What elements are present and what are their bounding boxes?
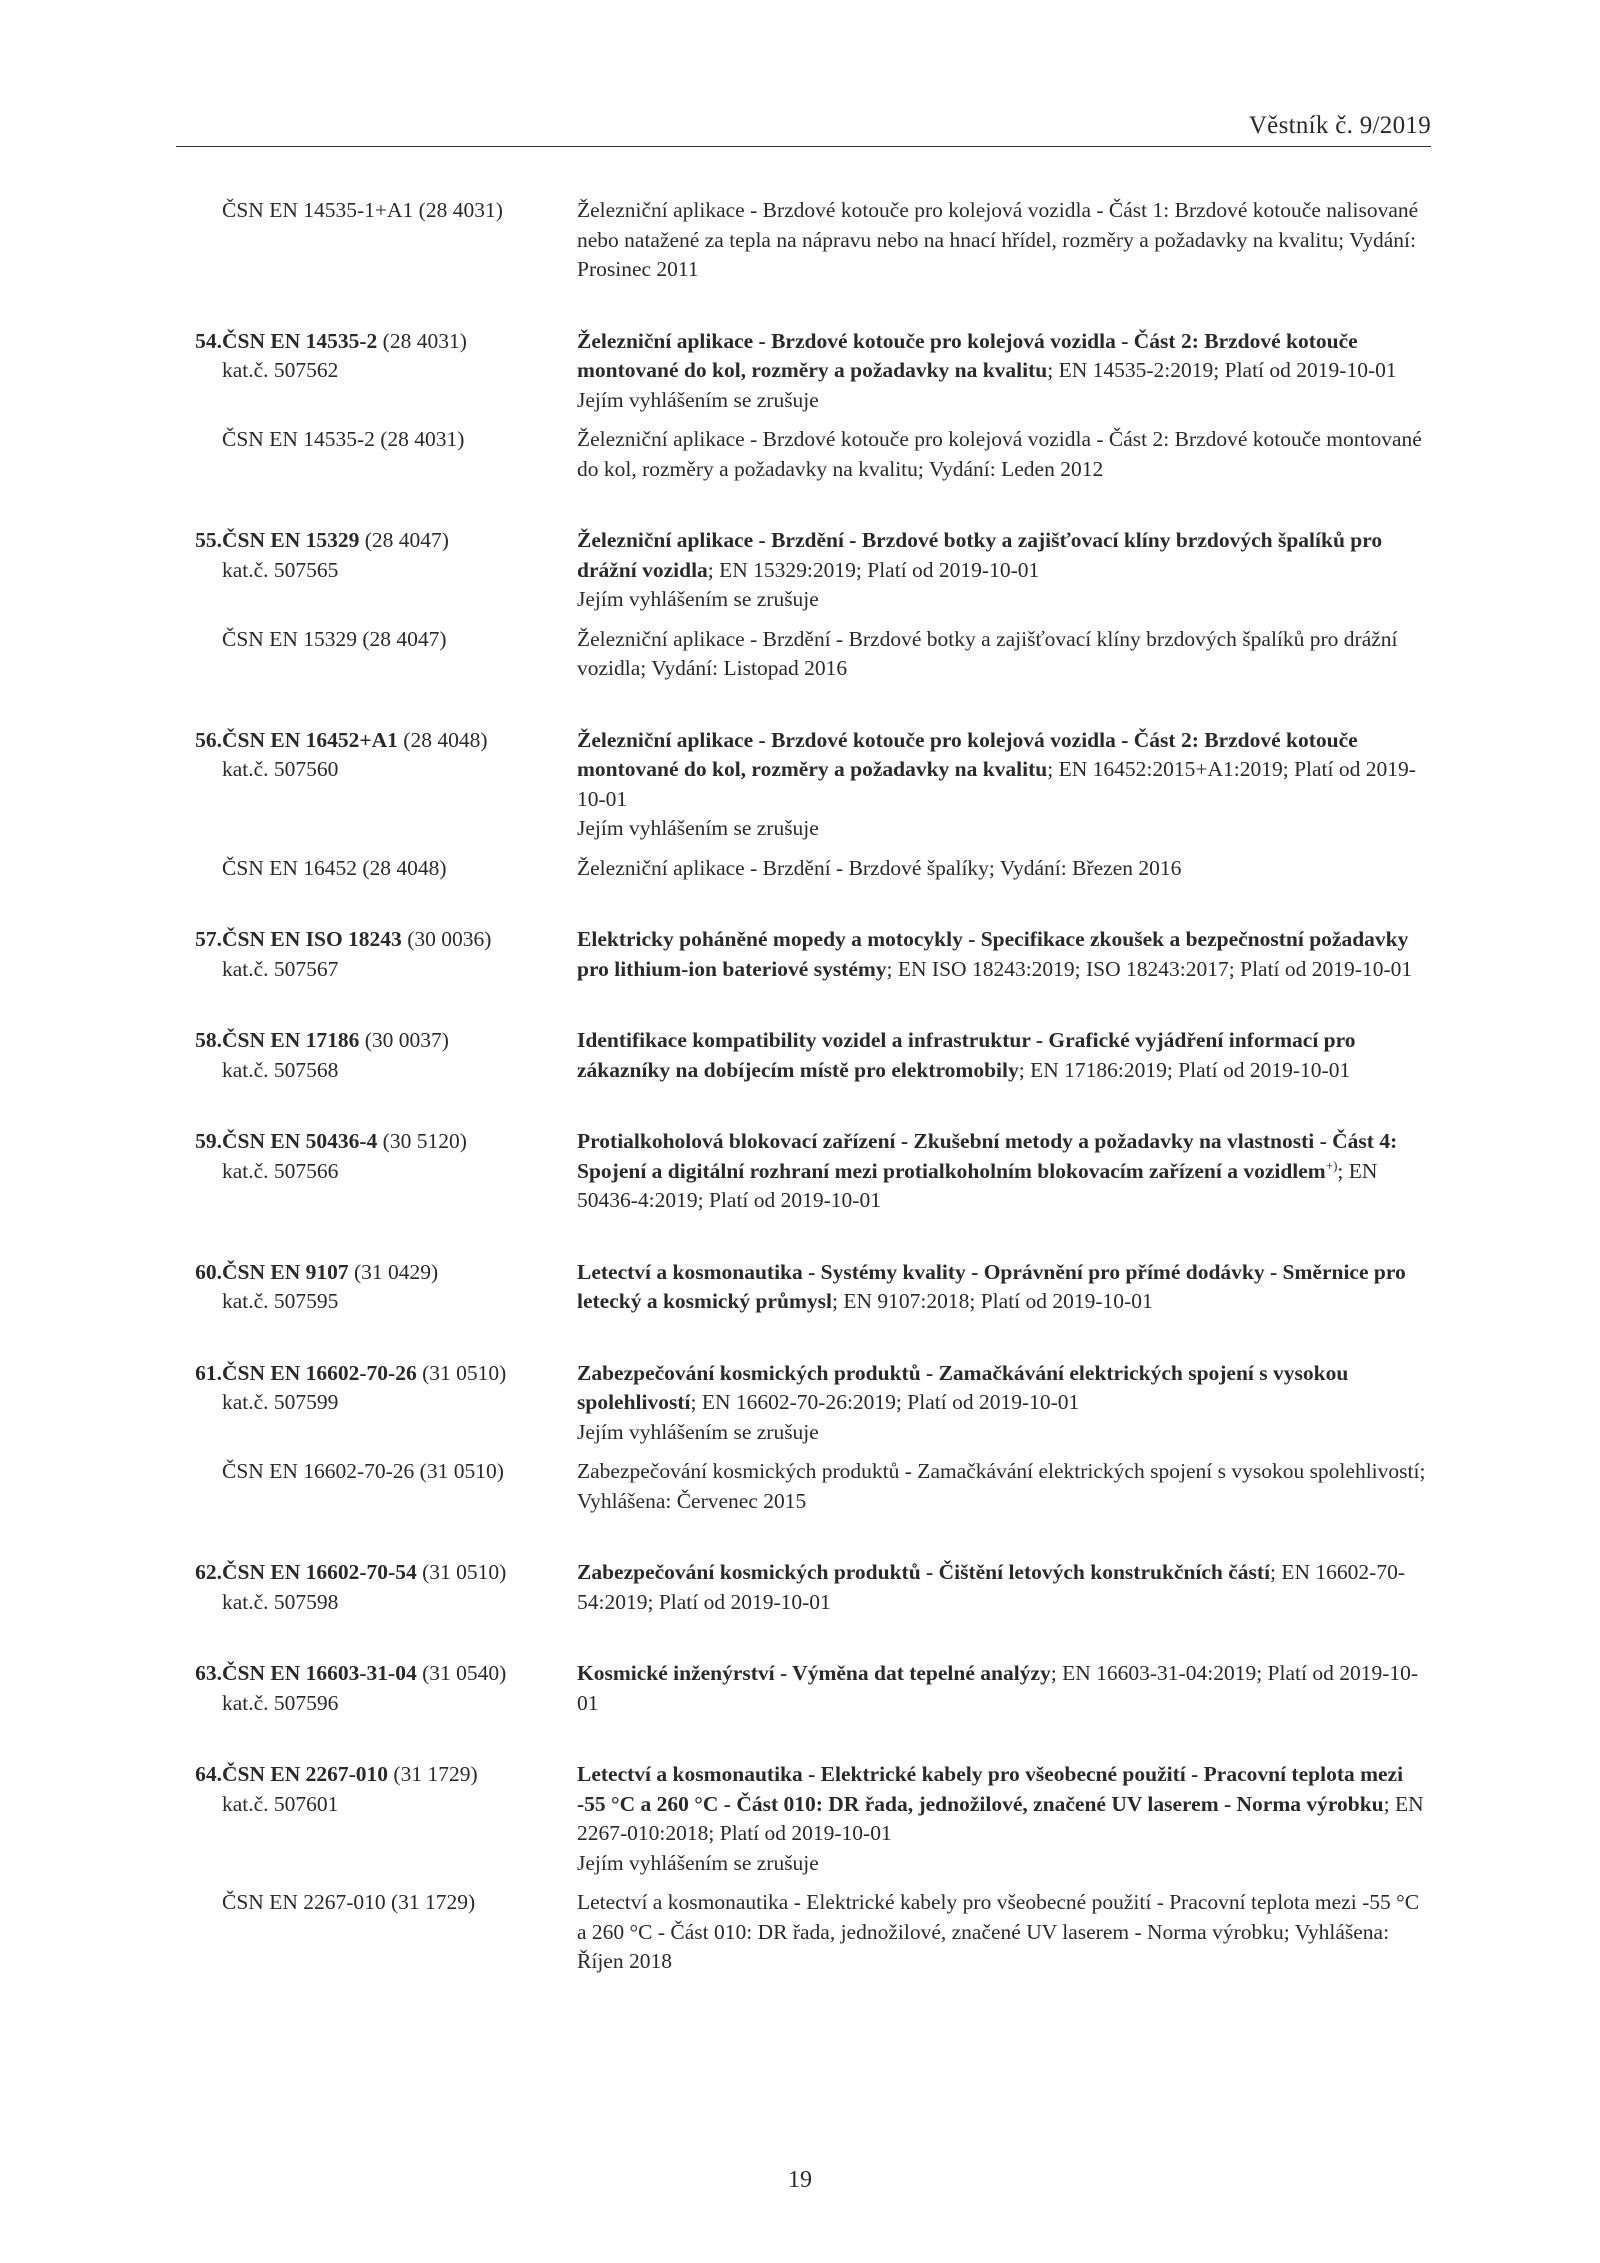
withdrawn-standard-code bbox=[180, 854, 577, 884]
standard-code-bold: ČSN EN 17186 bbox=[222, 1028, 360, 1052]
standard-title-line bbox=[577, 1558, 1427, 1617]
new-standard-row bbox=[180, 726, 1440, 844]
standard-code-bold: ČSN EN 16602-70-26 bbox=[222, 1360, 417, 1385]
replacement-note: Jejím vyhlášením se zrušuje bbox=[577, 387, 819, 412]
withdrawn-standard-code bbox=[180, 425, 577, 455]
entry-number: 59. bbox=[195, 1129, 222, 1153]
standard-title: Letectví a kosmonautika - Systémy kvality - Oprávnění pro přímé dodávky - Směrnice pro letecký a kosmický průmysl bbox=[577, 1259, 1406, 1313]
catalog-number: kat.č. 507560 bbox=[222, 757, 339, 781]
new-standard-row bbox=[180, 925, 1440, 984]
standard-title: Zabezpečování kosmických produktů - Zamačkávání elektrických spojení s vysokou spolehlivostí bbox=[577, 1360, 1349, 1414]
standard-code-bold: ČSN EN 16603-31-04 bbox=[222, 1661, 417, 1685]
standard-entry bbox=[180, 1760, 1440, 1977]
catalog-number: kat.č. 507601 bbox=[222, 1791, 339, 1816]
entry-number: 62. bbox=[195, 1560, 222, 1584]
entry-number: 55. bbox=[195, 528, 222, 552]
standard-details: ; EN 16602-70-54:2019; Platí od 2019-10-01 bbox=[577, 1560, 1405, 1614]
standard-code bbox=[180, 1026, 577, 1056]
standard-identifier bbox=[180, 1359, 577, 1418]
standard-details: ; EN 16603-31-04:2019; Platí od 2019-10-01 bbox=[577, 1661, 1419, 1715]
page-number: 19 bbox=[788, 2167, 812, 2193]
standard-description bbox=[577, 925, 1427, 984]
standard-title: Elektricky poháněné mopedy a motocykly - Specifikace zkoušek a bezpečnostní požadavky pro lithium-ion bateriové systémy bbox=[577, 927, 1409, 981]
standard-class-number: (30 0036) bbox=[401, 927, 492, 951]
withdrawn-standard-code bbox=[180, 1457, 577, 1487]
new-standard-row bbox=[180, 1026, 1440, 1085]
standard-identifier bbox=[180, 1760, 577, 1819]
standard-title-line bbox=[577, 1026, 1427, 1085]
standard-class-number: (28 4031) bbox=[377, 328, 467, 353]
standard-code bbox=[180, 526, 577, 556]
standard-entry bbox=[180, 1127, 1440, 1216]
new-standard-row bbox=[180, 1558, 1440, 1617]
new-standard-row bbox=[180, 526, 1440, 615]
standard-code-bold: ČSN EN 50436-4 bbox=[222, 1129, 378, 1153]
new-standard-row bbox=[180, 1760, 1440, 1878]
standard-title-line bbox=[577, 1127, 1427, 1216]
standard-description bbox=[577, 526, 1427, 615]
standard-description bbox=[577, 1659, 1427, 1718]
standard-title-line bbox=[577, 1359, 1427, 1418]
replacement-note: Jejím vyhlášením se zrušuje bbox=[577, 587, 819, 611]
standard-code-bold: ČSN EN 16452+A1 bbox=[222, 727, 398, 752]
standard-title-line bbox=[577, 726, 1427, 815]
withdrawn-code: ČSN EN 16602-70-26 (31 0510) bbox=[222, 1459, 504, 1483]
withdrawn-code: ČSN EN 15329 (28 4047) bbox=[222, 626, 447, 651]
entry-number: 58. bbox=[195, 1028, 222, 1052]
standard-identifier bbox=[180, 526, 577, 585]
standard-code bbox=[180, 1659, 577, 1689]
standard-identifier bbox=[180, 1659, 577, 1718]
withdrawn-standard-text: Železniční aplikace - Brzdění - Brzdové botky a zajišťovací klíny brzdových špalíků pro drážní vozidla; Vydání: Listopad 2016 bbox=[577, 626, 1398, 680]
standard-class-number: (31 1729) bbox=[388, 1762, 478, 1786]
withdrawn-code: ČSN EN 14535-1+A1 (28 4031) bbox=[222, 198, 503, 222]
standard-identifier bbox=[180, 1558, 577, 1617]
standard-class-number: (30 5120) bbox=[377, 1129, 467, 1153]
withdrawn-standard-code bbox=[180, 196, 577, 226]
new-standard-row bbox=[180, 1258, 1440, 1317]
catalog-number: kat.č. 507596 bbox=[222, 1690, 339, 1715]
standard-identifier bbox=[180, 1127, 577, 1186]
standard-entry bbox=[180, 196, 1440, 285]
standard-class-number: (31 0540) bbox=[416, 1661, 507, 1685]
withdrawn-standard-text: Letectví a kosmonautika - Elektrické kabely pro všeobecné použití - Pracovní teplota mezi -55 °C a 260 °C - Část 010: DR řada, jednožilové, značené UV laserem - Norma výrobku; Vyhlášena: Říjen 2018 bbox=[577, 1890, 1420, 1973]
standard-entry bbox=[180, 1558, 1440, 1617]
withdrawn-standard-row bbox=[180, 196, 1440, 285]
standard-description bbox=[577, 327, 1427, 416]
standard-code-bold: ČSN EN 15329 bbox=[222, 528, 360, 552]
entry-number: 56. bbox=[195, 727, 222, 752]
entry-number: 63. bbox=[195, 1661, 222, 1685]
standard-code-bold: ČSN EN ISO 18243 bbox=[222, 927, 402, 951]
catalog-number: kat.č. 507566 bbox=[222, 1158, 339, 1183]
standard-entry bbox=[180, 726, 1440, 884]
standard-title: Identifikace kompatibility vozidel a infrastruktur - Grafické vyjádření informací pro zákazníky na dobíjecím místě pro elektromobily bbox=[577, 1028, 1356, 1082]
standard-code-bold: ČSN EN 9107 bbox=[222, 1259, 349, 1284]
replacement-note: Jejím vyhlášením se zrušuje bbox=[577, 816, 819, 840]
standard-title: Kosmické inženýrství - Výměna dat tepelné analýzy bbox=[577, 1661, 1051, 1685]
standard-class-number: (28 4048) bbox=[397, 727, 488, 752]
standard-title: Zabezpečování kosmických produktů - Čištění letových konstrukčních částí bbox=[577, 1560, 1271, 1584]
catalog-number: kat.č. 507567 bbox=[222, 956, 339, 981]
standard-code-bold: ČSN EN 2267-010 bbox=[222, 1762, 389, 1786]
standard-title-line bbox=[577, 1258, 1427, 1317]
standard-code bbox=[180, 726, 577, 756]
withdrawn-standard-code bbox=[180, 625, 577, 655]
catalog-number: kat.č. 507565 bbox=[222, 557, 339, 582]
standard-code bbox=[180, 1359, 577, 1389]
withdrawn-standard-row bbox=[180, 625, 1440, 684]
standard-details: ; EN 50436-4:2019; Platí od 2019-10-01 bbox=[577, 1158, 1378, 1212]
catalog-number: kat.č. 507568 bbox=[222, 1057, 339, 1082]
standard-code bbox=[180, 327, 577, 357]
catalog-number: kat.č. 507595 bbox=[222, 1289, 339, 1313]
entry-number: 64. bbox=[195, 1762, 222, 1786]
standard-title: Železniční aplikace - Brzdové kotouče pro kolejová vozidla - Část 2: Brzdové kotouče montované do kol, rozměry a požadavky na kvalitu bbox=[577, 328, 1358, 382]
standard-code bbox=[180, 1558, 577, 1588]
standard-entry bbox=[180, 925, 1440, 984]
replacement-note: Jejím vyhlášením se zrušuje bbox=[577, 1850, 819, 1875]
new-standard-row bbox=[180, 1127, 1440, 1216]
standard-title: Protialkoholová blokovací zařízení - Zkušební metody a požadavky na vlastnosti - Část 4: Spojení a digitální rozhraní mezi protialkoholním blokovacím zařízení a vozidlem bbox=[577, 1129, 1398, 1183]
standard-entry bbox=[180, 1258, 1440, 1317]
standard-details: ; EN 16452:2015+A1:2019; Platí od 2019-10-01 bbox=[577, 757, 1416, 811]
replacement-note: Jejím vyhlášením se zrušuje bbox=[577, 1419, 819, 1444]
standards-list bbox=[180, 196, 1440, 2019]
standard-description bbox=[577, 1026, 1427, 1085]
standard-details: ; EN 17186:2019; Platí od 2019-10-01 bbox=[1018, 1057, 1351, 1082]
standard-details: ; EN ISO 18243:2019; ISO 18243:2017; Platí od 2019-10-01 bbox=[886, 956, 1413, 981]
standard-class-number: (31 0510) bbox=[416, 1360, 507, 1385]
standard-details: ; EN 2267-010:2018; Platí od 2019-10-01 bbox=[577, 1791, 1424, 1845]
withdrawn-standard-text: Železniční aplikace - Brzdové kotouče pro kolejová vozidla - Část 1: Brzdové kotouče nalisované nebo natažené za tepla na nápravu nebo na hnací hřídel, rozměry a požadavky na kvalitu; Vydání: Prosinec 2011 bbox=[577, 198, 1419, 281]
standard-class-number: (30 0037) bbox=[359, 1028, 449, 1052]
standard-code bbox=[180, 1127, 577, 1157]
standard-title-line bbox=[577, 526, 1427, 585]
withdrawn-standard-row bbox=[180, 1457, 1440, 1516]
standard-class-number: (28 4047) bbox=[359, 528, 449, 552]
withdrawn-standard-row bbox=[180, 854, 1440, 884]
journal-title: Věstník č. 9/2019 bbox=[1248, 112, 1431, 139]
standard-entry bbox=[180, 327, 1440, 485]
standard-code bbox=[180, 1258, 577, 1288]
standard-identifier bbox=[180, 925, 577, 984]
standard-class-number: (31 0510) bbox=[416, 1560, 507, 1584]
standard-code-bold: ČSN EN 16602-70-54 bbox=[222, 1560, 417, 1584]
withdrawn-code: ČSN EN 16452 (28 4048) bbox=[222, 855, 447, 880]
standard-entry bbox=[180, 1359, 1440, 1517]
withdrawn-standard-row bbox=[180, 1888, 1440, 1977]
standard-title-line bbox=[577, 1760, 1427, 1849]
new-standard-row bbox=[180, 1359, 1440, 1448]
standard-identifier bbox=[180, 726, 577, 785]
standard-description bbox=[577, 1127, 1427, 1216]
entry-number: 57. bbox=[195, 927, 222, 951]
standard-entry bbox=[180, 526, 1440, 684]
new-standard-row bbox=[180, 1659, 1440, 1718]
standard-description bbox=[577, 1258, 1427, 1317]
standard-title-line bbox=[577, 925, 1427, 984]
standard-code bbox=[180, 1760, 577, 1790]
standard-title-line bbox=[577, 1659, 1427, 1718]
withdrawn-standard-code bbox=[180, 1888, 577, 1918]
standard-class-number: (31 0429) bbox=[348, 1259, 439, 1284]
standard-description bbox=[577, 1558, 1427, 1617]
withdrawn-standard-row bbox=[180, 425, 1440, 484]
new-standard-row bbox=[180, 327, 1440, 416]
standard-identifier bbox=[180, 327, 577, 386]
standard-code-bold: ČSN EN 14535-2 bbox=[222, 328, 378, 353]
page-header bbox=[176, 112, 1431, 147]
standard-details: ; EN 14535-2:2019; Platí od 2019-10-01 bbox=[1047, 358, 1397, 382]
standard-title: Železniční aplikace - Brzdění - Brzdové botky a zajišťovací klíny brzdových špalíků pro drážní vozidla bbox=[577, 528, 1383, 582]
withdrawn-standard-text: Železniční aplikace - Brzdové kotouče pro kolejová vozidla - Část 2: Brzdové kotouče montované do kol, rozměry a požadavky na kvalitu; Vydání: Leden 2012 bbox=[577, 427, 1422, 481]
entry-number: 60. bbox=[195, 1259, 222, 1284]
standard-description bbox=[577, 1760, 1427, 1878]
standard-title: Železniční aplikace - Brzdové kotouče pro kolejová vozidla - Část 2: Brzdové kotouče montované do kol, rozměry a požadavky na kvalitu bbox=[577, 727, 1358, 781]
standard-title-line bbox=[577, 327, 1427, 386]
standard-identifier bbox=[180, 1026, 577, 1085]
standard-details: ; EN 16602-70-26:2019; Platí od 2019-10-01 bbox=[690, 1390, 1080, 1414]
catalog-number: kat.č. 507598 bbox=[222, 1589, 339, 1614]
standard-description bbox=[577, 1359, 1427, 1448]
standard-entry bbox=[180, 1659, 1440, 1718]
withdrawn-standard-text: Zabezpečování kosmických produktů - Zamačkávání elektrických spojení s vysokou spolehlivostí; Vyhlášena: Červenec 2015 bbox=[577, 1459, 1426, 1513]
standard-details: ; EN 15329:2019; Platí od 2019-10-01 bbox=[707, 557, 1040, 582]
standard-details: ; EN 9107:2018; Platí od 2019-10-01 bbox=[832, 1289, 1153, 1313]
standard-description bbox=[577, 726, 1427, 844]
catalog-number: kat.č. 507599 bbox=[222, 1390, 339, 1414]
standard-code bbox=[180, 925, 577, 955]
entry-number: 54. bbox=[195, 328, 222, 353]
withdrawn-standard-text: Železniční aplikace - Brzdění - Brzdové špalíky; Vydání: Březen 2016 bbox=[577, 855, 1182, 880]
standard-identifier bbox=[180, 1258, 577, 1317]
standard-entry bbox=[180, 1026, 1440, 1085]
entry-number: 61. bbox=[195, 1360, 222, 1385]
footnote-marker: +) bbox=[1325, 1157, 1338, 1173]
standard-title: Letectví a kosmonautika - Elektrické kabely pro všeobecné použití - Pracovní teplota mezi -55 °C a 260 °C - Část 010: DR řada, jednožilové, značené UV laserem - Norma výrobku bbox=[577, 1762, 1404, 1816]
withdrawn-code: ČSN EN 14535-2 (28 4031) bbox=[222, 427, 465, 451]
catalog-number: kat.č. 507562 bbox=[222, 358, 339, 382]
withdrawn-code: ČSN EN 2267-010 (31 1729) bbox=[222, 1890, 476, 1914]
